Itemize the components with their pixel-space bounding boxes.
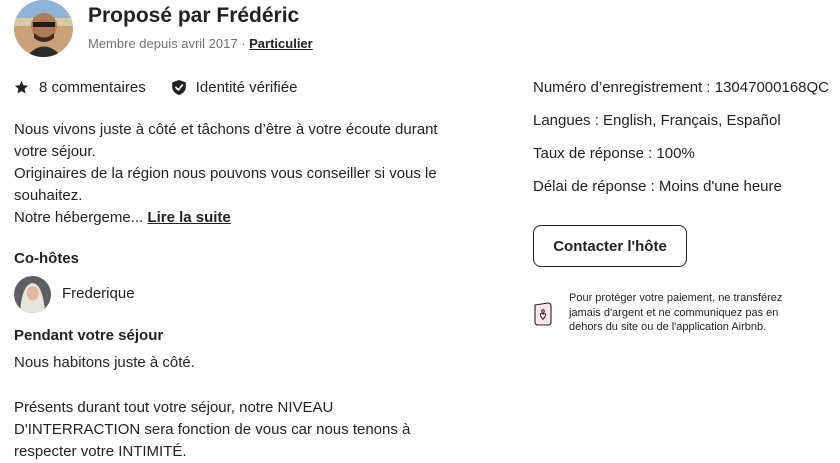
response-time: Délai de réponse : Moins d'une heure (533, 178, 782, 195)
description-truncated: Notre hébergeme... (14, 209, 148, 226)
description-line: Nous vivons juste à côté et tâchons d’être à votre écoute durant votre séjour. (14, 121, 438, 160)
payment-protection-notice: Pour protéger votre paiement, ne transférez jamais d'argent et ne communiquez pas en dehors du site ou de l'application Airbnb. (569, 292, 783, 333)
identity-stat (172, 79, 298, 96)
cohost-name[interactable]: Frederique (62, 285, 135, 302)
member-since: Membre depuis avril 2017 (88, 36, 238, 51)
read-more-link[interactable]: Lire la suite (147, 209, 231, 226)
languages: Langues : English, Français, Español (533, 112, 781, 129)
description-line: Originaires de la région nous pouvons vous conseiller si vous le souhaitez. (14, 165, 437, 204)
reviews-stat[interactable] (14, 79, 146, 96)
interaction-text: Présents durant tout votre séjour, notre NIVEAU D'INTERRACTION sera fonction de vous car nous tenons à respecter votre INTIMITÉ. (14, 399, 411, 460)
host-description (14, 119, 444, 229)
host-title: Proposé par Frédéric (88, 4, 300, 27)
verified-shield-icon (172, 80, 186, 95)
reviews-count: 8 commentaires (39, 79, 146, 96)
member-info (88, 36, 313, 51)
during-stay-heading: Pendant votre séjour (14, 327, 164, 344)
host-avatar[interactable] (14, 0, 73, 57)
during-stay-text: Nous habitons juste à côté. (14, 354, 195, 371)
cohost-avatar[interactable] (14, 276, 51, 313)
identity-verified: Identité vérifiée (195, 79, 298, 96)
host-stats (14, 79, 323, 96)
star-icon (14, 80, 29, 95)
separator: · (237, 36, 250, 51)
description-line (14, 207, 444, 229)
payment-protection-icon (533, 302, 553, 326)
response-rate: Taux de réponse : 100% (533, 145, 695, 162)
cohosts-heading: Co-hôtes (14, 250, 79, 267)
host-type-link[interactable]: Particulier (249, 36, 313, 51)
contact-host-button[interactable]: Contacter l'hôte (533, 225, 687, 267)
registration-number: Numéro d’enregistrement : 13047000168QC (533, 79, 830, 96)
